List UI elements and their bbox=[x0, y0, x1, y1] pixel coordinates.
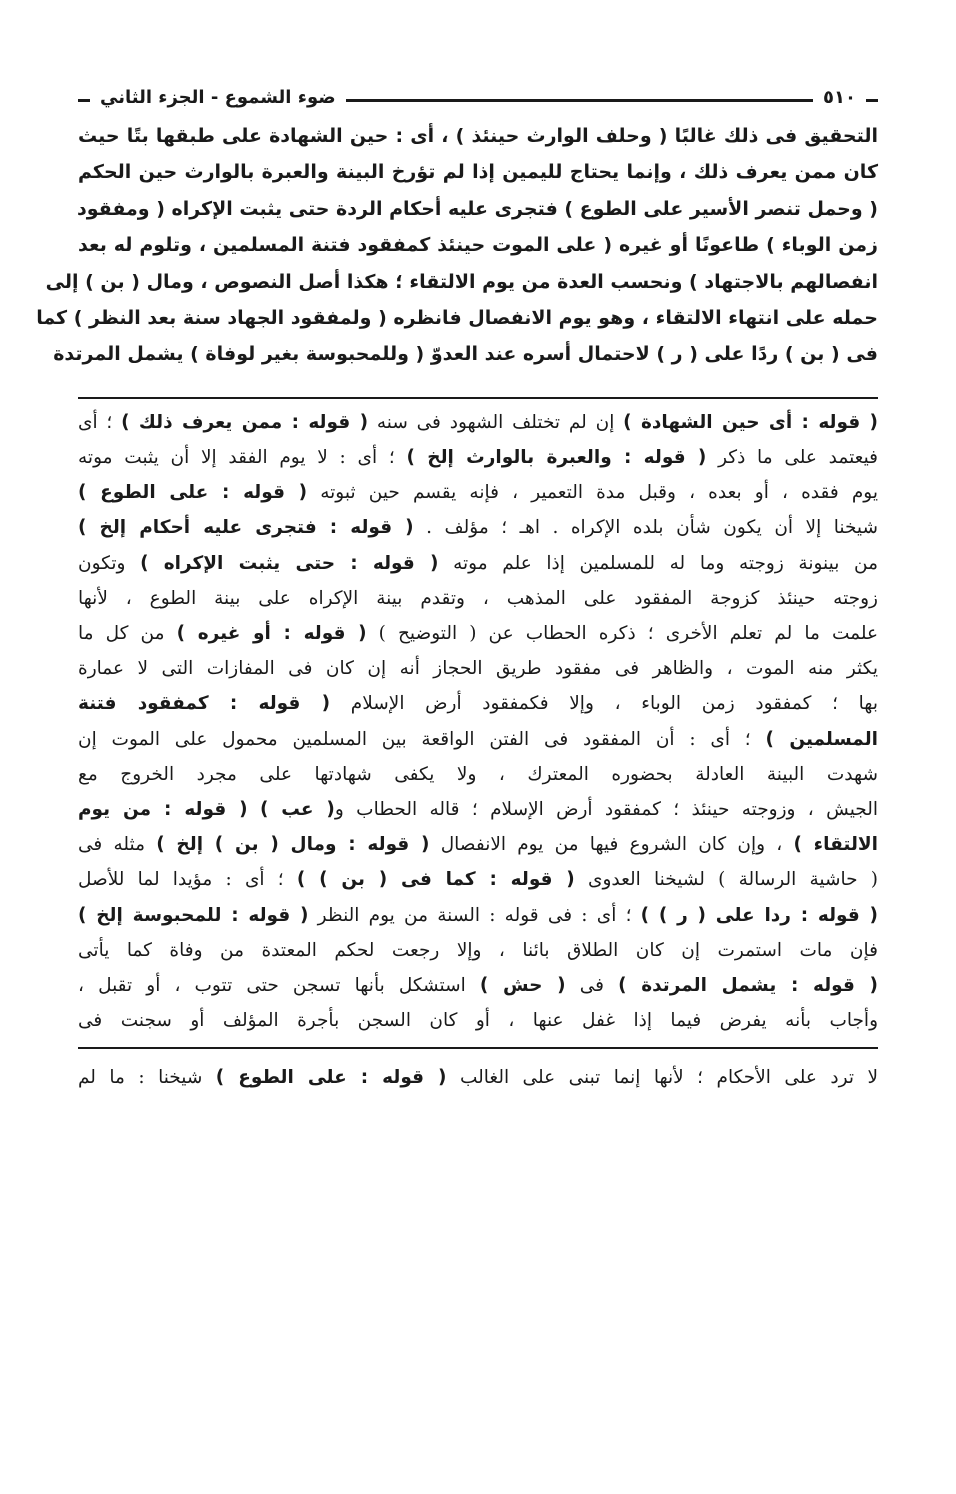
commentary-segment: بها ؛ كمفقود زمن الوباء ، وإلا فكمفقود أرض الإسلام bbox=[330, 693, 878, 715]
footnote-line bbox=[78, 1061, 878, 1095]
commentary-line bbox=[78, 827, 878, 862]
quote-reference: المسلمين ) bbox=[765, 728, 878, 750]
commentary-segment: فى bbox=[565, 975, 619, 997]
commentary-text bbox=[78, 405, 878, 1039]
commentary-line bbox=[78, 616, 878, 651]
commentary-segment: ( حاشية الرسالة ) لشيخنا العدوى bbox=[574, 869, 878, 891]
commentary-segment: وتكون bbox=[78, 552, 141, 574]
commentary-segment: يوم فقده ، أو بعده ، وقبل مدة التعمير ، فإنه يقسم حين ثبوته bbox=[307, 482, 878, 504]
commentary-line bbox=[78, 440, 878, 475]
quote-reference: ( قوله : حتى يثبت الإكراه ) bbox=[140, 552, 439, 574]
main-text-line: انفصالهم بالاجتهاد ) ونحسب العدة من يوم الالتقاء ؛ هكذا أصل النصوص ، ومال ( بن ) إلى bbox=[45, 270, 878, 293]
quote-reference: ( قوله : أو غيره ) bbox=[176, 623, 367, 645]
commentary-segment: زوجته حينئذ كزوجة المفقود على المذهب ، وتقدم بينة الإكراه على بينة الطوع ، لأنها bbox=[78, 587, 878, 609]
commentary-segment: فيعتمد على ما ذكر bbox=[706, 447, 879, 469]
commentary-segment: استشكل بأنها تسجن حتى تتوب ، أو تقبل ، bbox=[78, 975, 480, 997]
quote-reference: ( قوله : ممن يعرف ذلك ) bbox=[121, 411, 369, 433]
commentary-segment: وأجاب بأنه يفرض فيما إذا غفل عنها ، أو كان السجن بأجرة المؤلف أو سجنت فى bbox=[78, 1010, 879, 1032]
commentary-line bbox=[78, 968, 878, 1003]
commentary-segment: ؛ أى : مؤيدا لما للأصل bbox=[78, 869, 297, 891]
commentary-segment: ؛ أى : لا يوم الفقد إلا أن يثبت موته bbox=[78, 447, 407, 469]
quote-reference: ( قوله : أى حين الشهادة ) bbox=[623, 411, 879, 433]
commentary-line bbox=[78, 933, 878, 968]
commentary-segment bbox=[248, 799, 260, 820]
quote-reference: ( قوله : والعبرة بالوارث إلخ ) bbox=[406, 447, 707, 469]
commentary-segment: يكثر منه الموت ، والظاهر فى مفقود طريق الحجاز أنه إن كان فى المفازات التى لا عمارة bbox=[78, 658, 878, 680]
commentary-line bbox=[78, 1003, 878, 1038]
commentary-segment: فإن مات استمرت إن كان الطلاق بائنا ، وإلا رجعت لحكم المعتدة من وفاة كما يأتى bbox=[78, 939, 878, 961]
commentary-line bbox=[78, 651, 878, 686]
main-text-line: زمن الوباء ) طاعونًا أو غيره ( على الموت حينئذ كمفقود فتنة المسلمين ، وتلوم له بعد bbox=[78, 234, 878, 257]
main-text bbox=[36, 118, 878, 373]
commentary-line bbox=[78, 757, 878, 792]
quote-reference: ( قوله : للمحبوسة إلخ ) bbox=[78, 904, 309, 926]
quote-reference: الالتقاء ) bbox=[793, 834, 879, 856]
commentary-segment: علمت ما لم تعلم الأخرى ؛ ذكره الحطاب عن ( التوضيح ) bbox=[366, 623, 878, 645]
commentary-line bbox=[78, 792, 878, 827]
quote-reference: ( قوله : ردا على ( ر ) ) bbox=[640, 904, 878, 926]
commentary-segment: ؛ أى : فى قوله : السنة من يوم النظر bbox=[308, 904, 641, 926]
commentary-line bbox=[78, 898, 878, 933]
main-text-line: حمله على انتهاء الالتقاء ، وهو يوم الانفصال فانظره ( ولمفقود الجهاد سنة بعد النظر ) كما bbox=[36, 307, 878, 330]
commentary-segment: شيخنا : ما لم bbox=[78, 1066, 216, 1088]
quote-reference: ( قوله : على الطوع ) bbox=[78, 482, 308, 504]
commentary-line bbox=[78, 686, 878, 721]
commentary-line bbox=[78, 581, 878, 616]
commentary-segment: إن لم تختلف الشهود فى سنه bbox=[368, 411, 624, 433]
main-text-line: ( وحمل تنصر الأسير على الطوع ) فتجرى عليه أحكام الردة حتى يثبت الإكراه ( ومفقود bbox=[77, 197, 878, 220]
commentary-segment: شهدت البينة العادلة بحضوره المعترك ، ولا يكفى شهادتها على مجرد الخروج مع bbox=[78, 763, 878, 785]
commentary-line bbox=[78, 546, 878, 581]
commentary-segment: شيخنا إلا أن يكون شأن بلده الإكراه . اهـ ؛ مؤلف . bbox=[413, 517, 878, 539]
quote-reference: ( قوله : كما فى ( بن ) ) bbox=[296, 869, 575, 891]
footnote-text bbox=[78, 1061, 878, 1095]
main-text-line: فى ( بن ) ردًا على ( ر ) لاحتمال أسره عند العدوّ ( وللمحبوسة بغير لوفاة ) يشمل المرتدة bbox=[53, 343, 878, 366]
commentary-segment: ؛ أى : أن المفقود فى الفتن الواقعة بين المسلمين محمول على الموت إن bbox=[78, 728, 766, 750]
book-title: ضوء الشموع - الجزء الثاني bbox=[90, 84, 346, 112]
commentary-line bbox=[78, 475, 878, 510]
page bbox=[36, 78, 879, 1095]
commentary-line bbox=[78, 405, 878, 440]
commentary-segment: من كل ما bbox=[78, 623, 177, 645]
commentary-line bbox=[78, 510, 878, 545]
quote-reference: ( عب ) bbox=[259, 799, 335, 821]
commentary-segment: من بينونة زوجته وما له للمسلمين إذا علم موته bbox=[438, 552, 878, 574]
quote-reference: ( قوله : فتجرى عليه أحكام إلخ ) bbox=[78, 517, 414, 539]
commentary-line bbox=[78, 722, 878, 757]
main-text-line: التحقيق فى ذلك غالبًا ( وحلف الوارث حينئذ ) ، أى : حين الشهادة على طبقها بتًا حيث bbox=[78, 125, 878, 147]
page-number: ٥١٠ bbox=[813, 84, 866, 112]
commentary-segment: الجيش ، وزوجته حينئذ ؛ كمفقود أرض الإسلام ؛ قاله الحطاب و bbox=[334, 799, 879, 821]
main-divider bbox=[78, 397, 878, 399]
commentary-segment: ، وإن كان الشروع فيها من يوم الانفصال bbox=[429, 834, 794, 856]
quote-reference: ( قوله : كمفقود فتنة bbox=[78, 693, 331, 715]
commentary-line bbox=[78, 862, 878, 897]
quote-reference: ( قوله : من يوم bbox=[78, 799, 248, 821]
main-text-line: كان ممن يعرف ذلك ، وإنما يحتاج لليمين إذا لم تؤرخ البينة والعبرة بالوارث حين الحكم bbox=[78, 161, 878, 184]
quote-reference: ( قوله : ومال ( بن ) إلخ ) bbox=[156, 834, 430, 856]
quote-reference: ( حش ) bbox=[479, 975, 566, 997]
footnote-divider bbox=[78, 1047, 878, 1049]
commentary-segment: لا ترد على الأحكام ؛ لأنها إنما تبنى على الغالب bbox=[446, 1066, 879, 1088]
commentary-segment: ؛ أى bbox=[78, 411, 122, 433]
page-header bbox=[78, 78, 878, 118]
quote-reference: ( قوله : يشمل المرتدة ) bbox=[618, 975, 878, 997]
quote-reference: ( قوله : على الطوع ) bbox=[215, 1066, 447, 1088]
commentary-segment: مثله فى bbox=[78, 834, 157, 856]
